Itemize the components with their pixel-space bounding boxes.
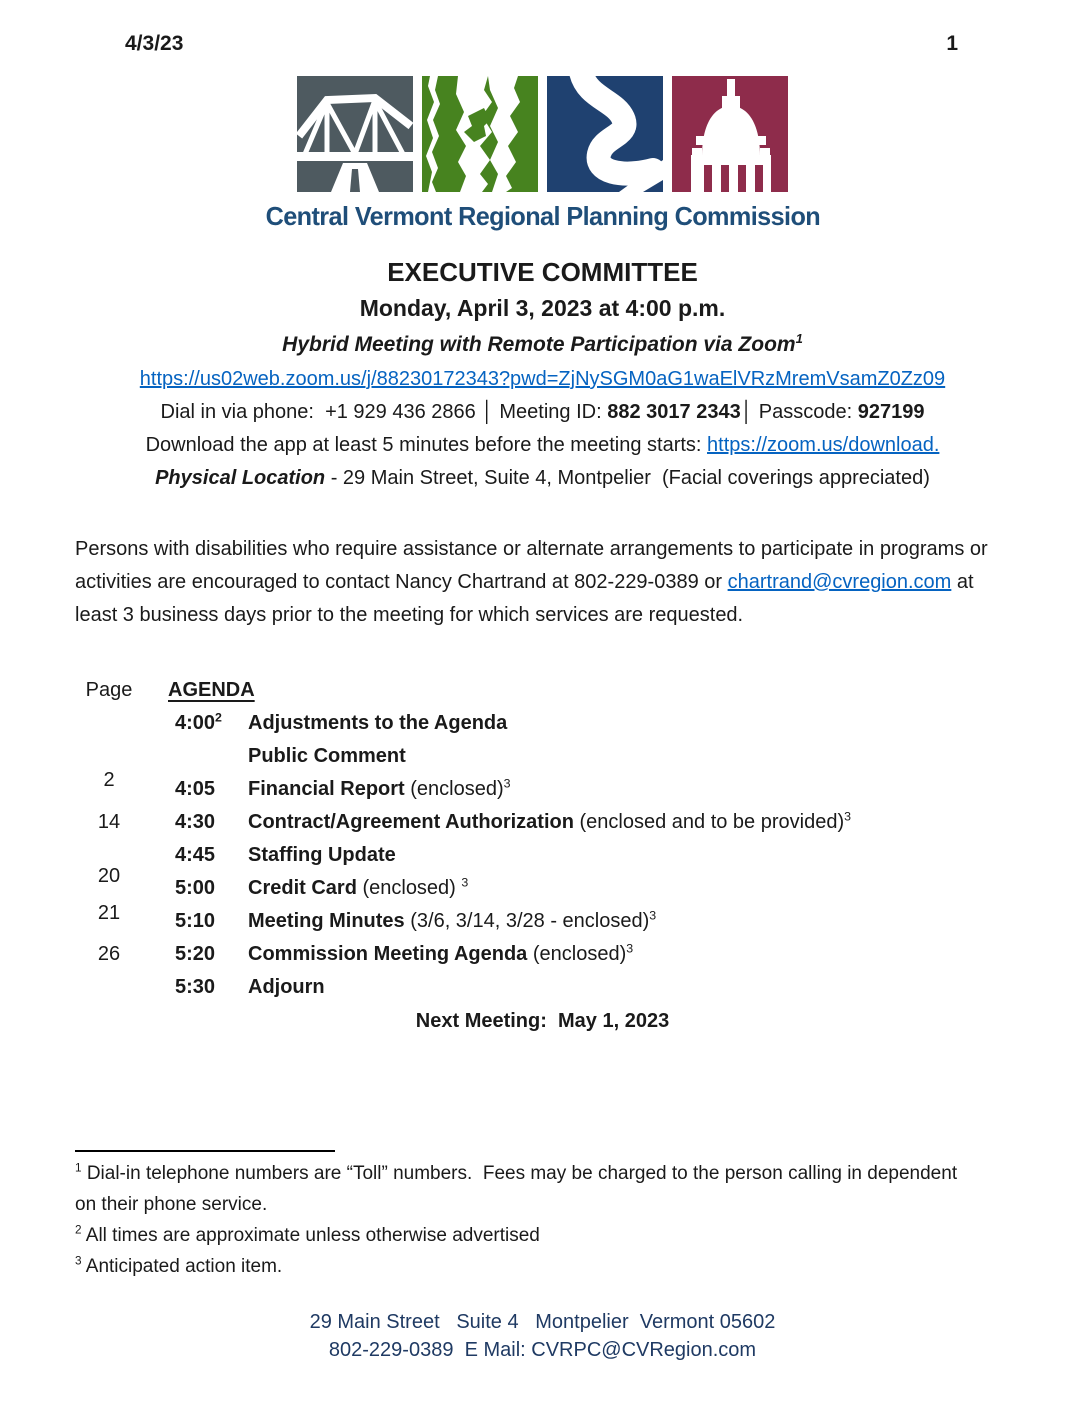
footnote-ref-1: 1 [795, 331, 803, 346]
logo-panel-row [297, 76, 788, 192]
agenda-title: AGENDA [168, 679, 255, 701]
dial-in-line [75, 396, 1010, 429]
download-text: Download the app at least 5 minutes before the meeting starts: [145, 434, 708, 456]
agenda-section [75, 674, 1010, 1038]
running-head [75, 0, 1010, 56]
agenda-item: Staffing Update [248, 844, 396, 866]
accessibility-text-before: Persons with disabilities who require assistance or alternate arrangements to participate in programs or activities are encouraged to contact Nancy Chartrand at 802-229-0389 or [75, 538, 994, 593]
agenda-page-number: 21 [97, 902, 121, 924]
agenda-item: Financial Report (enclosed)$^3$ [248, 776, 511, 800]
meeting-heading [75, 255, 1010, 495]
agenda-row [75, 971, 1010, 1004]
meeting-datetime: Monday, April 3, 2023 at 4:00 p.m. [359, 295, 726, 321]
agenda-page-number: 14 [97, 811, 121, 833]
meeting-id: 882 3017 2343 [607, 401, 741, 423]
physical-location-label: Physical Location [155, 467, 326, 489]
chartrand-email-link[interactable]: chartrand@cvregion.com [727, 571, 952, 593]
zoom-link-line [75, 363, 1010, 396]
footnote-3: $^3$ Anticipated action item. [75, 1254, 283, 1277]
agenda-row [75, 938, 1010, 971]
meeting-format-line [75, 327, 1010, 363]
footnote-ref-3: 3 [503, 776, 511, 791]
header-date: 4/3/23 [125, 32, 184, 55]
agenda-item: Public Comment [248, 745, 406, 767]
agenda-item: Adjustments to the Agenda [248, 712, 508, 734]
logo-river-icon [547, 76, 663, 192]
agenda-header-row [75, 674, 1010, 707]
agenda-page-number: 2 [103, 769, 115, 791]
zoom-download-link[interactable]: https://zoom.us/download. [707, 434, 940, 456]
agenda-row [75, 839, 1010, 872]
footnote-ref-2: 2 [215, 710, 222, 725]
agenda-time: 4:30 [175, 811, 216, 833]
footnote-1: $^1$ Dial-in telephone numbers are “Toll” numbers. Fees may be charged to the person calling in dependent on their phone service. [75, 1161, 963, 1215]
logo-capitol-dome-icon [672, 76, 788, 192]
footnote-marker: 3 [75, 1254, 82, 1268]
dial-in-separator: │ Passcode: [740, 401, 858, 423]
agenda-row [75, 769, 1010, 806]
footnote-2: $^2$ All times are approximate unless otherwise advertised [75, 1223, 540, 1246]
agenda-item: Commission Meeting Agenda (enclosed)$^3$ [248, 941, 634, 965]
page-column-header: Page [85, 679, 133, 701]
physical-location-line [75, 462, 1010, 495]
agenda-item: Adjourn [248, 976, 325, 998]
logo-org-name: Central Vermont Regional Planning Commission [265, 201, 820, 231]
agenda-time: 4:45 [175, 844, 216, 866]
agenda-row [75, 865, 1010, 905]
agenda-page-number: 26 [97, 943, 121, 965]
accessibility-text-after: at least 3 business days prior to the meeting for which services are requested. [75, 571, 980, 626]
footer-contact: 802-229-0389 E Mail: CVRPC@CVRegion.com [328, 1339, 757, 1361]
footnotes [75, 1158, 975, 1282]
footnote-marker: 2 [75, 1223, 82, 1237]
next-meeting-line: Next Meeting: May 1, 2023 [415, 1010, 670, 1032]
meeting-format-text: Hybrid Meeting with Remote Participation via Zoom [282, 333, 796, 356]
agenda-time: 5:00 [175, 877, 216, 899]
agenda-row [75, 806, 1010, 839]
agenda-row [75, 707, 1010, 740]
footer-address: 29 Main Street Suite 4 Montpelier Vermont 05602 [309, 1311, 776, 1333]
agenda-time: 5:10 [175, 910, 216, 932]
cvrpc-logo [75, 76, 1010, 231]
agenda-item: Meeting Minutes (3/6, 3/14, 3/28 - enclosed)$^3$ [248, 908, 657, 932]
download-line [75, 429, 1010, 462]
agenda-item: Credit Card (enclosed) $^3$ [248, 875, 469, 899]
page-footer [75, 1308, 1010, 1364]
agenda-time: 5:30 [175, 976, 216, 998]
header-page-number: 1 [946, 32, 958, 55]
dial-in-prefix: Dial in via phone: +1 929 436 2866 │ Meeting ID: [160, 401, 608, 423]
passcode: 927199 [857, 401, 925, 423]
committee-title: EXECUTIVE COMMITTEE [387, 257, 698, 287]
agenda-time: 4:05 [175, 778, 216, 800]
accessibility-paragraph [75, 533, 1010, 632]
agenda-time: $4:00^2$ [175, 710, 222, 734]
physical-location-text: - 29 Main Street, Suite 4, Montpelier (Facial coverings appreciated) [325, 467, 930, 489]
footnote-marker: 1 [75, 1161, 82, 1175]
agenda-row [75, 740, 1010, 773]
footnote-separator [75, 1150, 335, 1152]
agenda-page-number: 20 [97, 865, 121, 887]
logo-vermont-map-icon [422, 76, 538, 192]
agenda-item: Contract/Agreement Authorization (enclosed and to be provided)$^3$ [248, 809, 852, 833]
agenda-time: 5:20 [175, 943, 216, 965]
logo-bridge-icon [297, 76, 413, 192]
zoom-meeting-link[interactable]: https://us02web.zoom.us/j/88230172343?pwd=ZjNySGM0aG1waElVRzMremVsamZ0Zz09 [139, 368, 946, 390]
agenda-row [75, 902, 1010, 938]
